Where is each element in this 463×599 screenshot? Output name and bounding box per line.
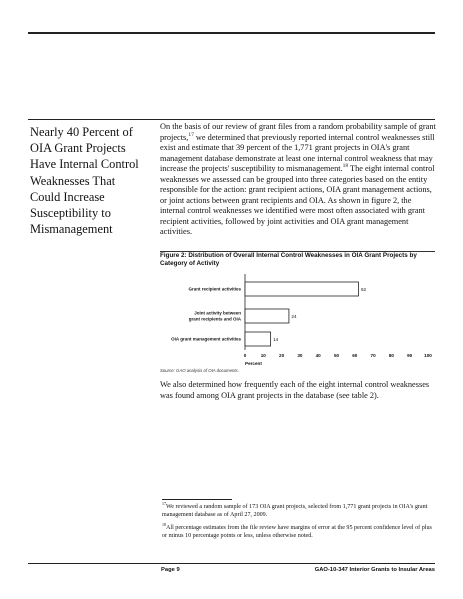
footnote-17 (162, 500, 434, 520)
x-tick-label: 0 (243, 353, 247, 358)
section-rule (28, 119, 435, 120)
footnote-text: We reviewed a random sample of 173 OIA grant projects, selected from 1,771 grant projects in OIA's grant management database as of April 27, 2009. (162, 504, 428, 519)
bar (245, 309, 289, 323)
body-paragraph-2: We also determined how frequently each of the eight internal control weaknesses was found among OIA grant projects in the database (see table 2). (160, 380, 430, 400)
paragraph-1-text-a: On the basis of our review of grant files from a random probability sample of grant projects, (160, 122, 436, 142)
footnote-number: 18 (162, 521, 166, 527)
category-label: Joint activity between (194, 310, 241, 316)
footnote-rule (162, 499, 232, 500)
x-tick-label: 40 (315, 353, 321, 358)
footnote-ref-17[interactable]: 17 (188, 131, 194, 138)
paragraph-1-text-b: we determined that previously reported internal control weaknesses still exist and estimate that 39 percent of the 1,771 grant projects in OIA's grant management database demonstrate at least one internal control weakness that may increase the projects' susceptibility to mismanagement. (160, 132, 435, 173)
x-tick-label: 80 (388, 353, 394, 358)
footnote-ref-18[interactable]: 18 (342, 163, 349, 170)
report-id: GAO-10-347 Interior Grants to Insular Areas (314, 567, 435, 573)
bar-chart (160, 272, 436, 368)
x-tick-label: 10 (260, 353, 266, 358)
data-label: 24 (291, 313, 297, 319)
paragraph-1-text-c: The eight internal control weaknesses we assessed can be grouped into three categories based on the entity responsible for the action: grant recipient actions, OIA grant management actions, or joint actions between grant recipients and OIA. As shown in figure 2, the internal control weaknesses we identified were most often associated with grant recipient activities, followed by joint activities and OIA grant management activities. (160, 164, 435, 236)
footnotes (162, 500, 434, 545)
x-tick-label: 100 (424, 353, 432, 358)
body-paragraph-1 (160, 122, 436, 238)
footnote-number: 17 (162, 500, 166, 506)
section-heading: Nearly 40 Percent of OIA Grant Projects Have Internal Control Weaknesses That Could Increase Susceptibility to Mismanagement (30, 125, 139, 237)
category-label: OIA grant management activities (171, 336, 241, 342)
figure-title: Figure 2: Distribution of Overall Internal Control Weaknesses in OIA Grant Projects by Category of Activity (160, 252, 417, 267)
data-label: 62 (360, 286, 367, 292)
x-tick-label: 90 (407, 353, 413, 358)
bar (245, 332, 271, 346)
x-tick-label: 30 (297, 353, 303, 358)
x-tick-label: 20 (279, 353, 285, 358)
bar (245, 282, 358, 296)
x-tick-label: 60 (352, 353, 358, 358)
footnote-18 (162, 521, 434, 541)
data-label: 14 (273, 336, 279, 342)
footnote-text: All percentage estimates from the file review have margins of error at the 95 percent confidence level of plus or minus 10 percentage points or less, unless otherwise noted. (162, 524, 432, 540)
x-tick-label: 70 (370, 353, 376, 358)
category-label: grant recipients and OIA (188, 316, 241, 322)
top-rule (28, 32, 435, 34)
category-label: Grant recipient activities (188, 286, 241, 292)
x-tick-label: 50 (333, 353, 340, 358)
x-axis-label: Percent (245, 361, 262, 366)
page-number: Page 9 (161, 567, 180, 573)
footer-rule (28, 563, 435, 564)
figure-source: Source: GAO analysis of OIA documents. (160, 368, 239, 373)
